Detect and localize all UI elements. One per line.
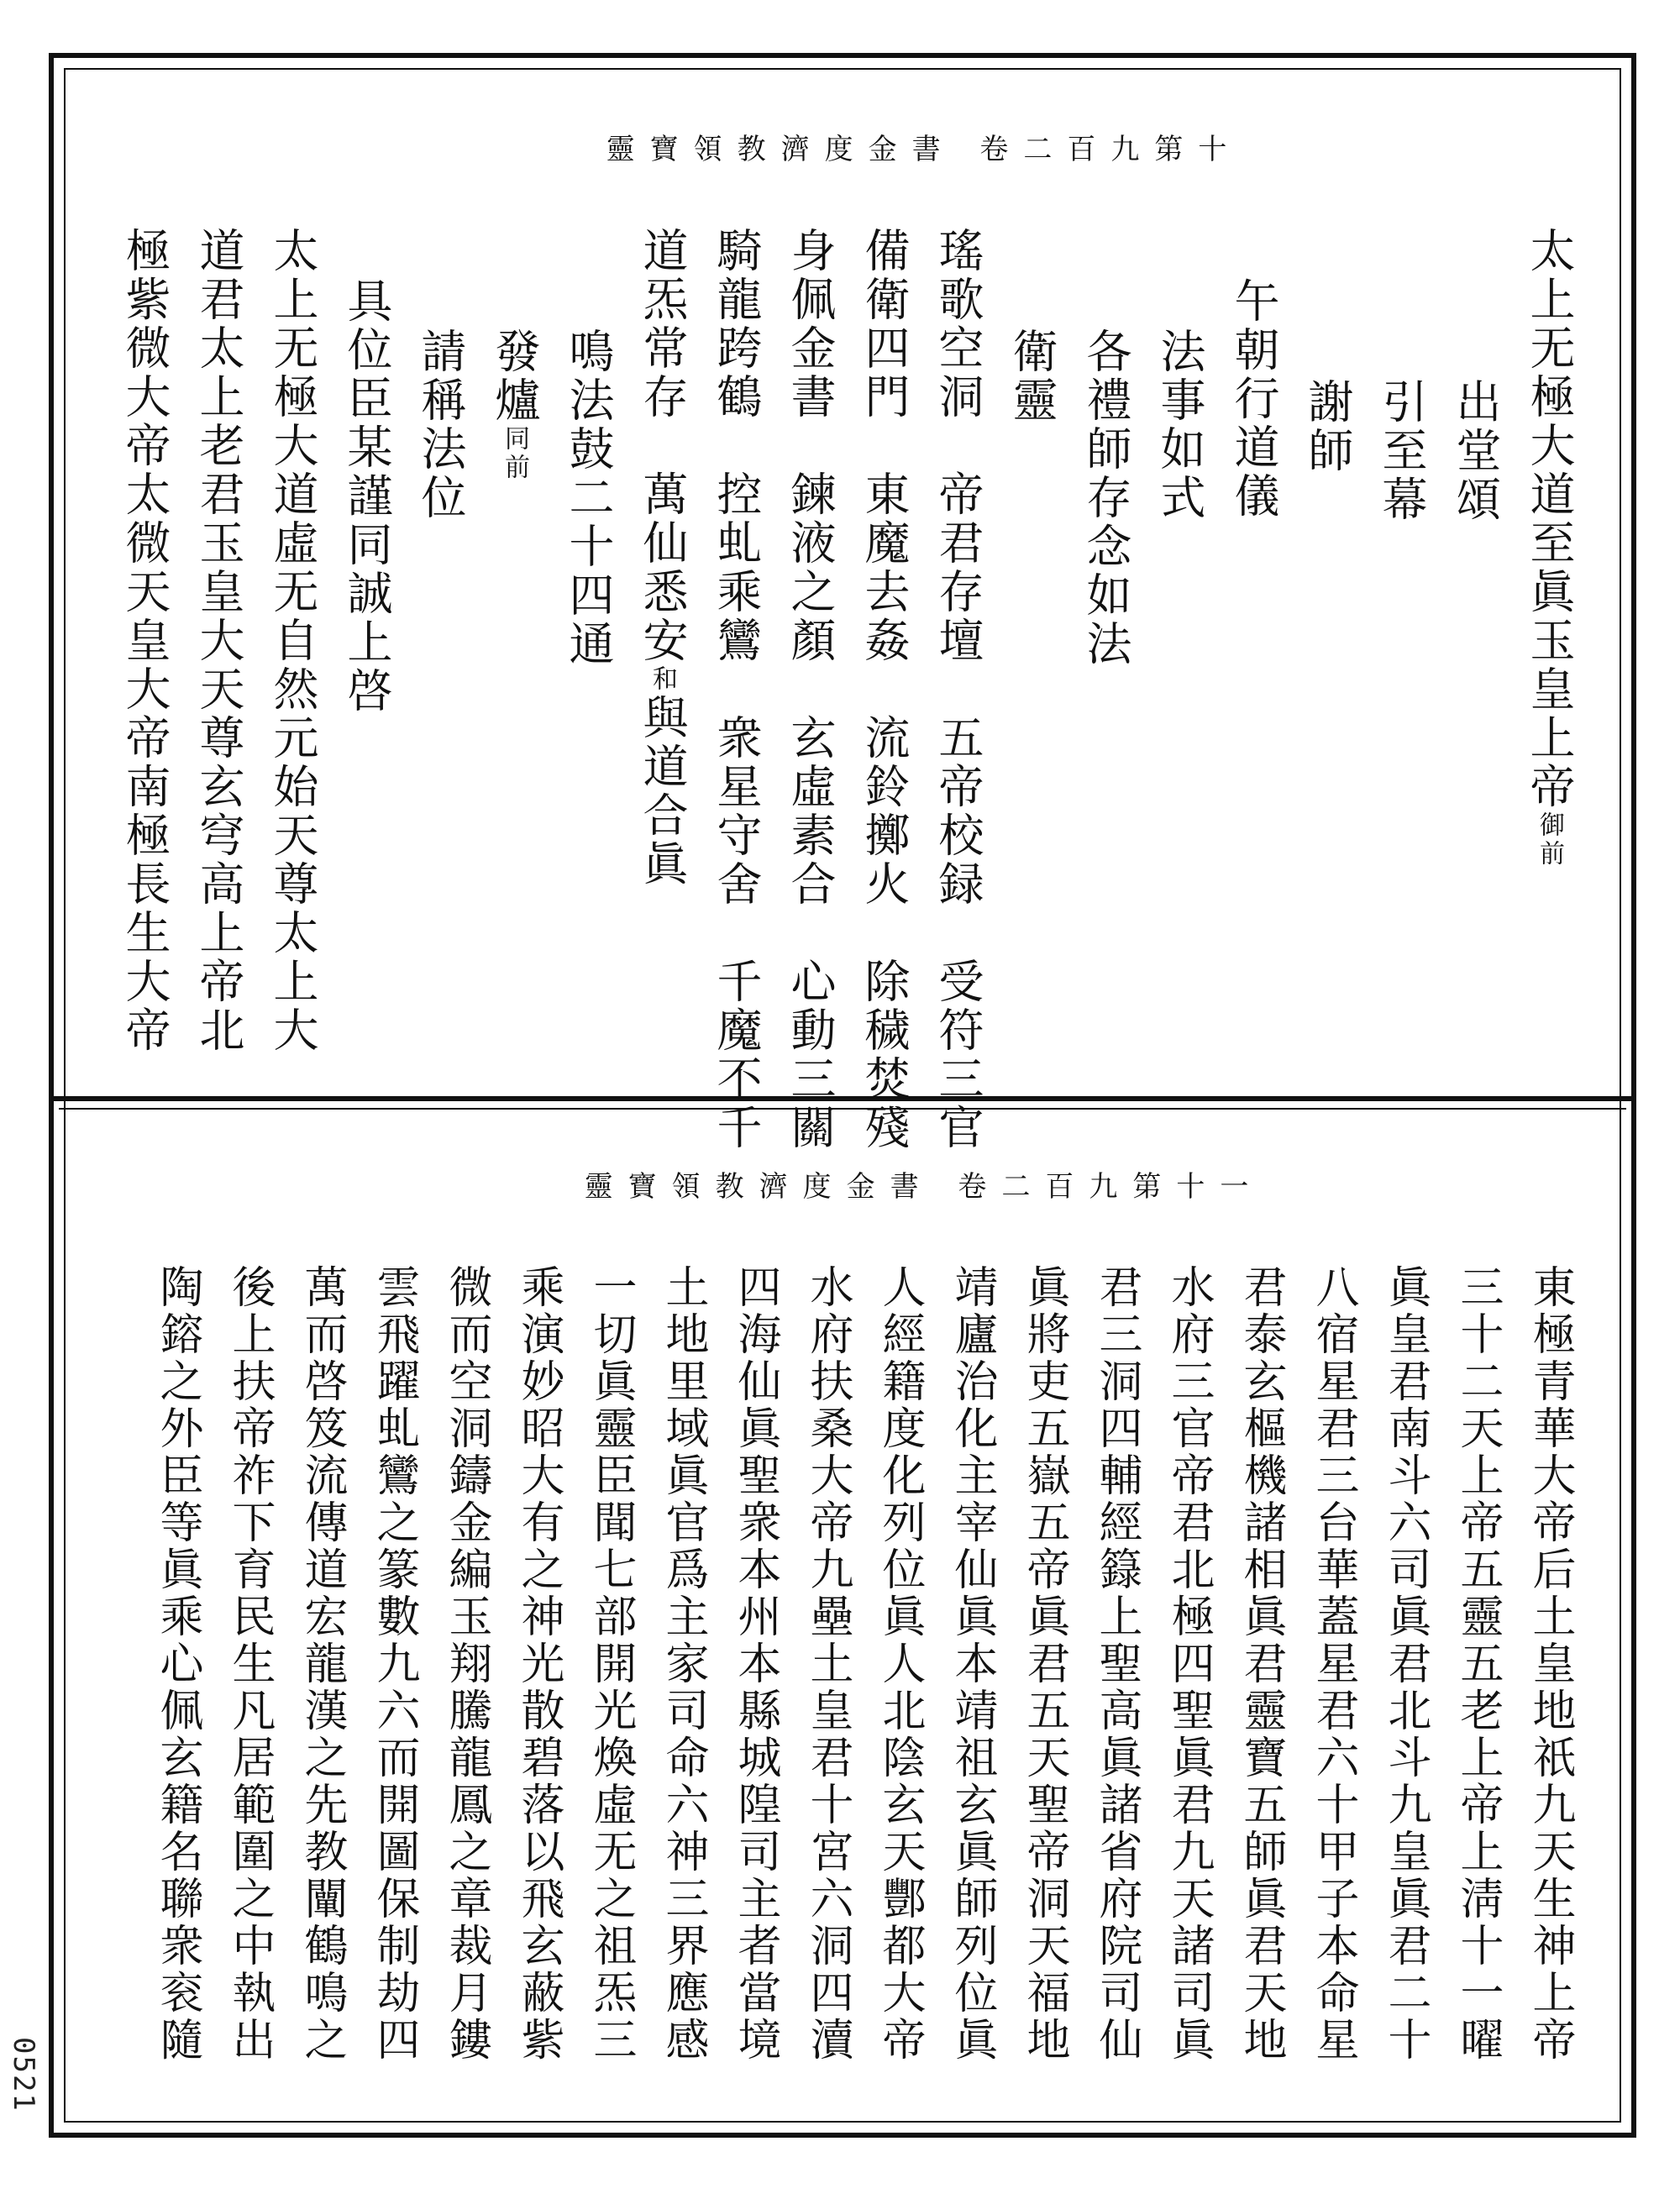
column-text: 水府三官帝君北極四聖眞君九天諸司眞: [1163, 1264, 1214, 2064]
text-column: [1441, 1264, 1514, 2064]
column-text: 身佩金書 鍊液之顏 玄虛素合 心動三關: [784, 227, 837, 1152]
column-text: 眞將吏五嶽五帝眞君五天聖帝洞天福地: [1019, 1264, 1069, 2064]
column-text: 三十二天上帝五靈五老上帝上淸十一曜: [1452, 1264, 1503, 2064]
column-text: 君三洞四輔經籙上聖高眞諸省府院司仙: [1091, 1264, 1142, 2064]
column-text: 出堂頌: [1449, 378, 1502, 524]
text-column: [1290, 227, 1364, 1152]
column-text: 瑤歌空洞 帝君存壇 五帝校録 受符三官: [932, 227, 984, 1152]
column-text: 請稱法位: [414, 328, 467, 522]
column-text: 乘演妙昭大有之神光散碧落以飛玄蔽紫: [513, 1264, 564, 2064]
column-text: 東極青華大帝后土皇地祇九天生神上帝: [1525, 1264, 1575, 2064]
column-text: 八宿星君三台華蓋星君六十甲子本命星: [1308, 1264, 1358, 2064]
text-column: [1297, 1264, 1369, 2064]
column-text: 太上无極大道虛无自然元始天尊太上大: [266, 227, 319, 1055]
column-text: 後上扶帝祚下育民生凡居範圍之中執出: [224, 1264, 275, 2064]
text-column: [699, 227, 773, 1152]
text-column: [141, 1264, 213, 2064]
text-column: [430, 1264, 502, 2064]
bottom-page-columns: [141, 1264, 1586, 2064]
column-text: 眞皇君南斗六司眞君北斗九皇眞君二十: [1380, 1264, 1431, 2064]
text-column: [1142, 227, 1216, 1152]
text-column: [213, 1264, 286, 2064]
top-page-columns: [108, 227, 1586, 1152]
text-column: [995, 227, 1068, 1152]
column-text: 發爐: [488, 328, 541, 425]
page-number: 0521: [7, 2037, 40, 2112]
column-text: 極紫微大帝太微天皇大帝南極長生大帝: [118, 227, 171, 1055]
text-column: [791, 1264, 864, 2064]
text-column: [719, 1264, 791, 2064]
text-column: [864, 1264, 936, 2064]
text-column: [773, 227, 847, 1152]
column-text: 君泰玄樞機諸相眞君靈寶五師眞君天地: [1236, 1264, 1286, 2064]
column-text: 陶鎔之外臣等眞乘心佩玄籍名聯衆衮隨: [152, 1264, 202, 2064]
column-text: 萬而啓笈流傳道宏龍漢之先教闡鶴鳴之: [297, 1264, 347, 2064]
text-column: [1364, 227, 1438, 1152]
column-text: 水府扶桑大帝九壘土皇君十宮六洞四瀆: [802, 1264, 853, 2064]
column-text: 土地里域眞官爲主家司命六神三界應感: [658, 1264, 708, 2064]
column-text: 騎龍跨鶴 控虬乘鸞 衆星守舍 千魔不千: [710, 227, 763, 1152]
column-text: 太上无極大道至眞玉皇上帝: [1523, 227, 1576, 811]
text-column: [1068, 227, 1142, 1152]
text-column: [255, 227, 329, 1152]
text-column: [1008, 1264, 1080, 2064]
column-text: 四海仙眞聖衆本州本縣城隍司主者當境: [730, 1264, 780, 2064]
top-page: [67, 126, 1620, 1152]
column-text: 謝師: [1301, 378, 1354, 475]
text-column: [403, 227, 477, 1152]
text-column: [1216, 227, 1290, 1152]
column-text: 法事如式: [1153, 328, 1206, 522]
text-column: [108, 227, 181, 1152]
text-column: [1152, 1264, 1225, 2064]
bottom-page: [67, 1163, 1620, 2121]
text-column: [477, 227, 551, 1152]
annotation: 同前: [500, 425, 529, 482]
annotation: 和: [648, 665, 677, 694]
column-text: 各禮師存念如法: [1079, 328, 1132, 669]
column-text: 雲飛躍虬鸞之篆數九六而開圖保制劫四: [369, 1264, 419, 2064]
bottom-page-header: 靈寶領教濟度金書 卷二百九第十一: [584, 1170, 1264, 1204]
text-column: [286, 1264, 358, 2064]
column-text: 人經籍度化列位眞人北陰玄天酆都大帝: [874, 1264, 925, 2064]
column-text: 鳴法鼓二十四通: [562, 328, 615, 669]
column-text: 一切眞靈臣聞七部開光煥虛无之祖炁三: [585, 1264, 636, 2064]
text-column: [1369, 1264, 1441, 2064]
text-column: [921, 227, 995, 1152]
text-column: [575, 1264, 647, 2064]
column-text: 微而空洞鑄金編玉翔騰龍鳳之章裁月鏤: [441, 1264, 491, 2064]
text-column: [1512, 227, 1586, 1152]
text-column: [1438, 227, 1512, 1152]
annotation: 御前: [1535, 811, 1564, 869]
column-text: 引至幕: [1375, 378, 1428, 524]
column-text: 與道合眞: [636, 694, 689, 889]
text-column: [847, 227, 921, 1152]
text-column: [502, 1264, 575, 2064]
text-column: [647, 1264, 719, 2064]
text-column: [358, 1264, 430, 2064]
column-text: 具位臣某謹同誠上啓: [340, 277, 393, 716]
column-text: 靖廬治化主宰仙眞本靖祖玄眞師列位眞: [947, 1264, 997, 2064]
text-column: [551, 227, 625, 1152]
text-column: [936, 1264, 1008, 2064]
text-column: [1080, 1264, 1152, 2064]
top-page-header: 靈寶領教濟度金書 卷二百九第十: [606, 133, 1242, 166]
text-column: [1225, 1264, 1297, 2064]
text-column: [181, 227, 255, 1152]
column-text: 道炁常存 萬仙悉安: [636, 227, 689, 665]
column-text: 午朝行道儀: [1227, 277, 1280, 521]
column-text: 備衛四門 東魔去姦 流鈴擲火 除穢焚殘: [858, 227, 911, 1152]
text-column: [1514, 1264, 1586, 2064]
text-column: [625, 227, 699, 1152]
column-text: 衛靈: [1005, 328, 1058, 425]
column-text: 道君太上老君玉皇大天尊玄穹高上帝北: [192, 227, 245, 1055]
text-column: [329, 227, 403, 1152]
